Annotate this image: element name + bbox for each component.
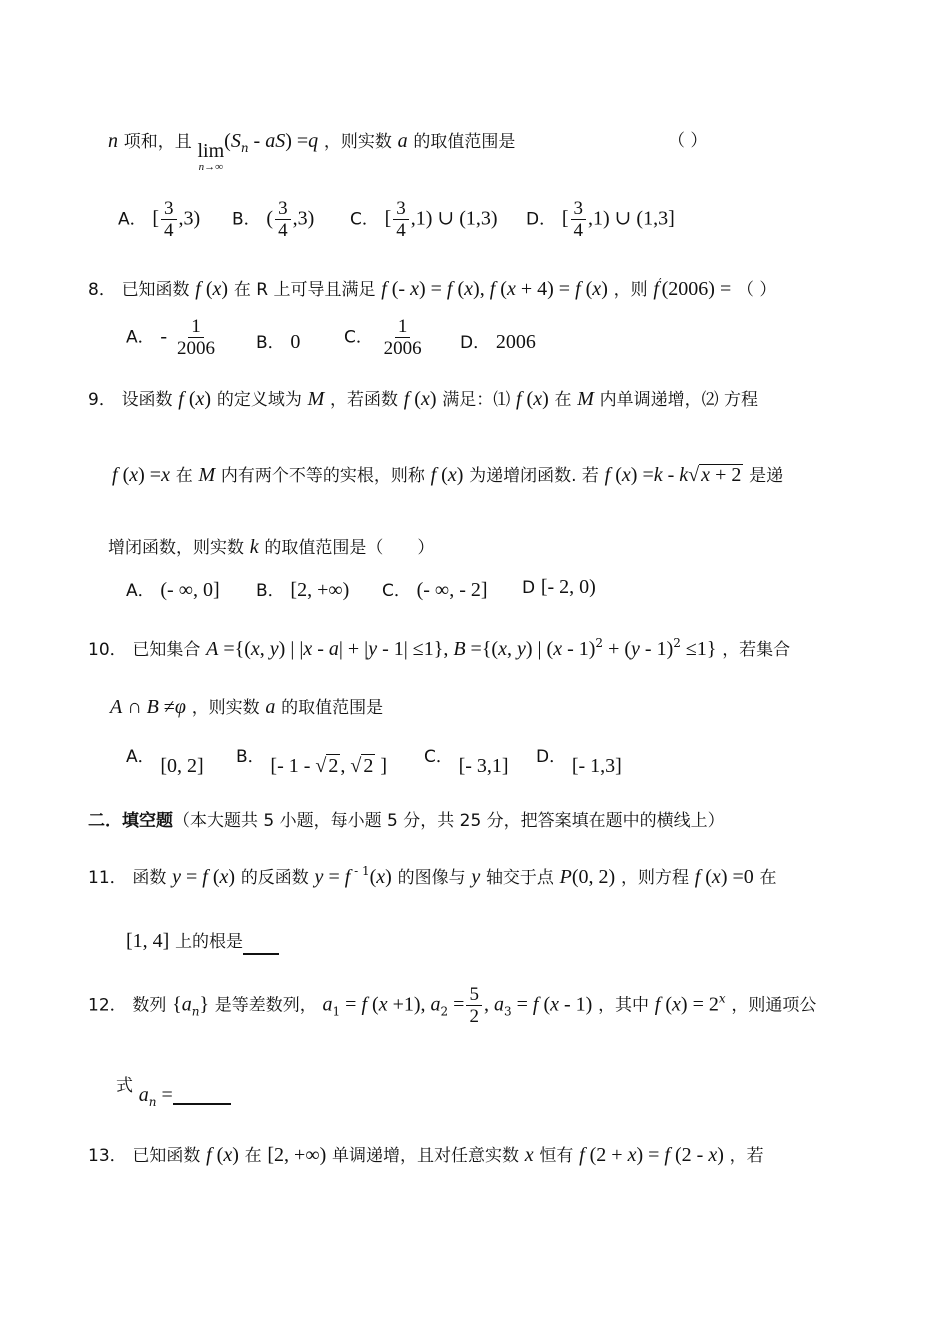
q10-line-1: 10． 已知集合 A ={(x, y) | |x - a| + |y - 1| ≤1}, B ={(x, y) | (x - 1)$^2$ + (y - 1)$^2$ ≤1} ，若集合: [88, 636, 791, 660]
q8-text-a: 已知函数: [121, 280, 190, 300]
answer-blank[interactable]: [173, 1087, 231, 1105]
q11-text: 的图像与: [397, 868, 466, 888]
option-label: D．: [526, 209, 557, 230]
q13-text: 在: [244, 1146, 262, 1166]
q11-text: 轴交于点: [485, 868, 554, 888]
q8-option-d[interactable]: D． 2006: [460, 331, 536, 353]
q10-text: 的取值范围是: [281, 698, 384, 718]
q7-answer-paren: （ ）: [668, 131, 708, 151]
q10-option-b[interactable]: B． [- 1 - √ 2 , √ 2 ]: [236, 747, 388, 777]
q9-text: 在: [554, 390, 572, 410]
q13-line-1: 13． 已知函数 f (x) 在 [2, +∞) 单调递增，且对任意实数 x 恒有 f (2 + x) = f (2 - x) ，若: [88, 1144, 764, 1166]
q12-text: 式: [116, 1076, 133, 1096]
option-label: B．: [256, 581, 285, 601]
q9-line-3: 增闭函数，则实数 k 的取值范围是（ ）: [108, 536, 435, 558]
q9-text: 增闭函数，则实数: [108, 538, 244, 558]
q9-number: 9．: [88, 390, 116, 410]
q11-text: 的反函数: [240, 868, 309, 888]
q7-option-d[interactable]: D． [ $\frac{3}{4}$ ,1) ∪ (1,3]: [526, 198, 675, 241]
option-label: B．: [236, 747, 265, 767]
option-label: B．: [256, 333, 285, 353]
q11-line-1: 11． 函数 y = f (x) 的反函数 y = f $^{- 1}$(x) 的图像与 y 轴交于点 P(0, 2) ，则方程 f (x) =0 在: [88, 864, 777, 888]
q12-text: ，其中: [598, 995, 650, 1016]
q11-text: 函数: [132, 868, 167, 888]
q10-option-d[interactable]: D． [- 1,3]: [536, 747, 622, 777]
q9-text: 的定义域为: [216, 390, 302, 410]
section-header: [88, 808, 725, 834]
q8-text-c: ，则: [613, 280, 648, 300]
q9-option-c[interactable]: C． (- ∞, - 2]: [382, 579, 488, 601]
q7-option-c[interactable]: C． [ $\frac{3}{4}$ ,1) ∪ (1,3): [350, 198, 498, 241]
option-label: A．: [126, 327, 155, 348]
q12-number: 12．: [88, 995, 127, 1016]
q10-number: 10．: [88, 640, 127, 660]
q9-option-a[interactable]: A． (- ∞, 0]: [126, 579, 220, 601]
q7-option-a[interactable]: A． [ $\frac{3}{4}$ ,3): [118, 198, 201, 241]
q11-number: 11．: [88, 868, 127, 888]
q9-option-d[interactable]: D [- 2, 0): [522, 576, 596, 598]
option-label: D．: [460, 333, 491, 353]
q7-text-mid: ，则实数: [323, 132, 392, 152]
q13-text: 已知函数: [132, 1146, 201, 1166]
q12-line-1: 12． 数列 $\{a_n\}$ 是等差数列， $a_1 = f$ (x +1), $a_2$ = $\frac{5}{2}$ , $a_3 = f$ (x - 1) ，其中 f $(x) = 2^x$ ，则通项公: [88, 984, 817, 1027]
q12-line-2: 式 $a_n$ =: [116, 1072, 231, 1105]
math-n: n: [108, 130, 118, 152]
q10-text: ，则实数: [191, 698, 260, 718]
q9-text: 设函数: [121, 390, 173, 410]
section-note: （本大题共 5 小题，每小题 5 分，共 25 分，把答案填在题中的横线上）: [173, 811, 725, 831]
option-label: A．: [126, 581, 155, 601]
q10-text: ，若集合: [722, 640, 791, 660]
option-label: C．: [424, 747, 453, 767]
q9-text: 的取值范围是（ ）: [264, 538, 435, 558]
q8-text-b: 在 R 上可导且满足: [233, 280, 376, 300]
q13-text: 恒有: [539, 1146, 574, 1166]
option-label: C．: [350, 209, 379, 230]
q10-line-2: A ∩ B ≠φ ，则实数 a 的取值范围是: [110, 696, 384, 718]
option-label: C．: [344, 327, 373, 348]
q13-number: 13．: [88, 1146, 127, 1166]
q7-text-tail: 项和，且: [123, 132, 192, 152]
q11-line-2: [1, 4] 上的根是: [126, 928, 279, 955]
q9-text: 内有两个不等的实根，则称: [220, 466, 425, 486]
q13-text: ，若: [729, 1146, 764, 1166]
q11-text: 上的根是: [175, 932, 244, 952]
q8-number: 8．: [88, 280, 116, 300]
q8-answer-paren: （ ）: [736, 280, 777, 300]
q13-text: 单调递增，且对任意实数: [331, 1146, 519, 1166]
q11-text: 在: [759, 868, 777, 888]
q9-text: 内单调递增，⑵ 方程: [599, 390, 759, 410]
q7-text-end: 的取值范围是: [413, 132, 516, 152]
q9-text: 为递增闭函数. 若: [469, 466, 599, 486]
q12-text: 数列: [132, 995, 167, 1016]
answer-blank[interactable]: [243, 933, 279, 955]
option-label: D: [522, 578, 536, 598]
q12-text: ，则通项公: [731, 995, 817, 1016]
q9-option-b[interactable]: B． [2, +∞): [256, 579, 350, 601]
option-label: A．: [118, 209, 147, 230]
option-label: B．: [232, 209, 261, 230]
q9-text: ，若函数: [329, 390, 398, 410]
q7-stem-line: n 项和，且 lim n→∞ $(S_n - aS) =q$ ，则实数 a 的取值范围是: [108, 130, 516, 173]
q9-line-2: f (x) =x 在 M 内有两个不等的实根，则称 f (x) 为递增闭函数. 若 f (x) =k - k√ x + 2 是递: [112, 464, 784, 486]
q9-text: 在: [175, 466, 193, 486]
limit-expression: lim n→∞: [197, 140, 225, 173]
q12-text: 是等差数列，: [214, 995, 317, 1016]
q9-text: 满足：⑴: [442, 390, 511, 410]
math-a: a: [397, 130, 408, 152]
q9-line-1: 9． 设函数 f (x) 的定义域为 M ，若函数 f (x) 满足：⑴ f (x) 在 M 内单调递增，⑵ 方程: [88, 388, 759, 410]
q8-option-c[interactable]: C． $\frac{1}{2006}$: [344, 316, 422, 359]
q8-option-b[interactable]: B． 0: [256, 331, 301, 353]
q8-stem: 8． 已知函数 f (x) 在 R 上可导且满足 f (- x) = f (x), f (x + 4) = f (x) ，则 f′(2006) = （ ）: [88, 276, 777, 300]
q8-option-a[interactable]: A． - $\frac{1}{2006}$: [126, 316, 216, 359]
q10-option-a[interactable]: A． [0, 2]: [126, 747, 204, 777]
option-label: A．: [126, 747, 155, 767]
q10-text: 已知集合: [132, 640, 201, 660]
option-label: D．: [536, 747, 567, 767]
q9-text: 是递: [749, 466, 784, 486]
section-title: 二．填空题: [88, 811, 173, 831]
option-label: C．: [382, 581, 411, 601]
q7-option-b[interactable]: B． ( $\frac{3}{4}$ ,3): [232, 198, 315, 241]
q10-option-c[interactable]: C． [- 3,1]: [424, 747, 509, 777]
q11-text: ，则方程: [620, 868, 689, 888]
